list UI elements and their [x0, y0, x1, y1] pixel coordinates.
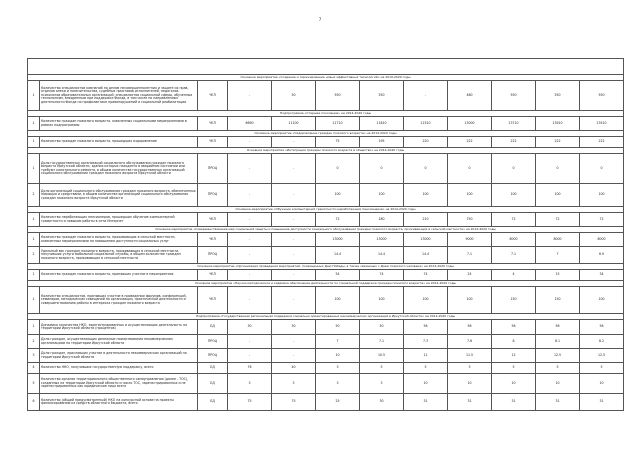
value-cell: 56 — [580, 320, 624, 335]
value-cell: 7 — [316, 335, 360, 349]
value-cell: 50 — [272, 81, 316, 111]
value-cell: 10 — [316, 349, 360, 363]
indicator-name: Количество граждан пожилого возраста, принявших участие в мероприятиях — [40, 270, 198, 281]
value-cell: 10 — [536, 374, 580, 394]
value-cell: 34 — [580, 270, 624, 281]
value-cell: 3 — [360, 374, 404, 394]
unit-cell: ЕД — [198, 374, 228, 394]
value-cell: 11.5 — [448, 349, 492, 363]
value-cell: 74 — [404, 270, 448, 281]
value-cell: - — [272, 184, 316, 207]
value-cell: 220 — [404, 137, 448, 148]
row-number: 1 — [28, 213, 40, 227]
unit-cell: ЧЕЛ — [198, 287, 228, 314]
value-cell: 14.4 — [316, 247, 360, 264]
indicators-table — [27, 58, 624, 411]
table-row — [28, 247, 624, 264]
value-cell: 5 — [492, 363, 536, 374]
value-cell: 7.1 — [360, 335, 404, 349]
section-title: Основное мероприятие «Интеграция граждан пожилого возраста в общество» на 2014-2020 годы — [28, 148, 624, 154]
value-cell: 75 — [228, 394, 272, 411]
spacer-cell — [28, 59, 624, 75]
table-row — [28, 374, 624, 394]
unit-cell: ЕД — [198, 363, 228, 374]
value-cell: - — [272, 154, 316, 184]
value-cell: 100 — [492, 184, 536, 207]
value-cell: 8000 — [580, 233, 624, 247]
row-number: 1 — [28, 154, 40, 184]
value-cell: 72 — [492, 213, 536, 227]
table-row — [28, 287, 624, 314]
indicator-name: Количество граждан пожилого возраста, проживающих в сельской местности, охваченных мероприятиями по повышению доступности социальных услуг — [40, 233, 198, 247]
indicator-name: Количество неработающих пенсионеров, прошедших обучение компьютерной грамотности и навыкам работы в сети Интернет — [40, 213, 198, 227]
value-cell: 150 — [536, 287, 580, 314]
value-cell: 100 — [580, 184, 624, 207]
value-cell: - — [404, 81, 448, 111]
row-number: 1 — [28, 270, 40, 281]
value-cell: 7.1 — [448, 247, 492, 264]
row-number: 4 — [28, 363, 40, 374]
row-number: 1 — [28, 320, 40, 335]
value-cell: 222 — [492, 137, 536, 148]
row-number: 1 — [28, 81, 40, 111]
value-cell: 0 — [316, 154, 360, 184]
section-title: Подпрограмма «Государственная региональная поддержка социально ориентированных некоммерческих организаций в Иркутской области» на 2014-2020 годы — [28, 314, 624, 320]
indicator-name: Доля государственных организаций социального обслуживания граждан пожилого возраста Иркутской области, здания которых находятся в аварийном состоянии или требуют капитального ремонта, в общем количестве государственных организаций социального обслуживания граждан пожилого возраста Иркутской области — [40, 154, 198, 184]
value-cell: 31 — [536, 394, 580, 411]
value-cell: 12.5 — [536, 349, 580, 363]
unit-cell: ПРОЦ — [198, 154, 228, 184]
indicator-name: Количество специалистов, принявших участие в проведении форумов, конференций, семинаров, методических совещаний по организации, практической деятельности и совершенствованию работы в интересах граждан пожилого возраста — [40, 287, 198, 314]
value-cell: 480 — [448, 81, 492, 111]
value-cell: 100 — [360, 184, 404, 207]
indicator-name: Количество (общий предусмотренный) НКО на конкурсной основе на проекты финансированию из средств областного бюджета, всего — [40, 394, 198, 411]
value-cell: 14.4 — [360, 247, 404, 264]
indicator-name: Динамика количества НКО, зарегистрированных и осуществляющих деятельность на территории Иркутской области (процентов) — [40, 320, 198, 335]
indicator-name: Количество НКО, получивших государственную поддержку, всего — [40, 363, 198, 374]
unit-cell: ЕД — [198, 394, 228, 411]
row-number: 1 — [28, 233, 40, 247]
value-cell: - — [272, 270, 316, 281]
value-cell: 15 — [536, 270, 580, 281]
value-cell: 8.2 — [580, 335, 624, 349]
value-cell: 10 — [404, 374, 448, 394]
table-row — [28, 233, 624, 247]
value-cell: 8 — [492, 335, 536, 349]
value-cell: 13910 — [536, 117, 580, 131]
value-cell: - — [228, 184, 272, 207]
value-cell: - — [272, 287, 316, 314]
table-row — [28, 184, 624, 207]
unit-cell: ПРОЦ — [198, 349, 228, 363]
value-cell: - — [272, 233, 316, 247]
value-cell: 31 — [448, 394, 492, 411]
value-cell: 550 — [536, 81, 580, 111]
value-cell: 550 — [360, 81, 404, 111]
value-cell: 222 — [448, 137, 492, 148]
value-cell: 13000 — [316, 233, 360, 247]
value-cell: 3 — [316, 374, 360, 394]
unit-cell: ПРОЦ — [198, 184, 228, 207]
value-cell: 11810 — [360, 117, 404, 131]
value-cell: 100 — [316, 184, 360, 207]
unit-cell: ПРОЦ — [198, 247, 228, 264]
value-cell: 12.5 — [580, 349, 624, 363]
value-cell: 3 — [272, 374, 316, 394]
table-row — [28, 154, 624, 184]
value-cell: 100 — [536, 184, 580, 207]
value-cell: 5 — [536, 363, 580, 374]
value-cell: 7.1 — [492, 247, 536, 264]
value-cell: - — [228, 137, 272, 148]
value-cell: 550 — [316, 81, 360, 111]
table-row — [28, 320, 624, 335]
value-cell: 72 — [536, 213, 580, 227]
unit-cell: ЕД — [198, 320, 228, 335]
value-cell: 7.3 — [404, 335, 448, 349]
unit-cell: ЧЕЛ — [198, 81, 228, 111]
value-cell: - — [228, 349, 272, 363]
unit-cell: ЧЕЛ — [198, 117, 228, 131]
value-cell: 54 — [316, 270, 360, 281]
value-cell: - — [272, 349, 316, 363]
value-cell: - — [228, 287, 272, 314]
value-cell: 11 — [404, 349, 448, 363]
table-row — [28, 363, 624, 374]
value-cell: 222 — [580, 137, 624, 148]
value-cell: 0 — [448, 154, 492, 184]
section-title: Основное мероприятие «Организация проведения мероприятий, посвященных Дню Победы, а также связанных с Днем пожилого человека» на 2014-2020 годы — [28, 264, 624, 270]
value-cell: 31 — [492, 394, 536, 411]
value-cell: 10 — [580, 374, 624, 394]
indicator-name: Количество граждан пожилого возраста, прошедших оздоровление — [40, 137, 198, 148]
value-cell: 13510 — [580, 117, 624, 131]
table-row — [28, 81, 624, 111]
value-cell: 10.5 — [360, 349, 404, 363]
value-cell: 100 — [448, 287, 492, 314]
value-cell: 13000 — [404, 233, 448, 247]
value-cell: 3 — [228, 374, 272, 394]
value-cell: - — [228, 270, 272, 281]
value-cell: 24 — [448, 270, 492, 281]
value-cell: - — [228, 247, 272, 264]
value-cell: 76 — [228, 363, 272, 374]
value-cell: 30 — [360, 394, 404, 411]
value-cell: 56 — [492, 320, 536, 335]
value-cell: 8000 — [492, 233, 536, 247]
value-cell: 3 — [448, 363, 492, 374]
unit-cell: ЧЕЛ — [198, 233, 228, 247]
value-cell: 11100 — [272, 117, 316, 131]
value-cell: 56 — [404, 320, 448, 335]
value-cell: 30 — [272, 320, 316, 335]
value-cell: 5 — [404, 363, 448, 374]
value-cell: 10 — [492, 374, 536, 394]
value-cell: 7.6 — [448, 335, 492, 349]
page-number: 7 — [318, 17, 322, 22]
value-cell: 13710 — [492, 117, 536, 131]
indicator-name: Доля граждан, осуществляющих денежные пожертвования некоммерческим организациям на территории Иркутской области — [40, 335, 198, 349]
value-cell: 3 — [316, 363, 360, 374]
section-title: Основное мероприятие «Создание и тиражирование новых эффективных технологий» на 2019-2020 годы — [28, 75, 624, 81]
value-cell: 8000 — [536, 233, 580, 247]
row-number: 3 — [28, 349, 40, 363]
value-cell: 30 — [228, 320, 272, 335]
indicator-name: Количество специалистов компаний по делам несовершеннолетних и защите их прав, отделов опеки и попечительства, судебных приставов исполнителей, педагогов-психологов образовательных организаций, специалистов социальной сферы, обученных технологиям, внедренным при поддержке Фонда, в том числе по направлениям деятельности Фонда по профилактике правонарушений и социальной реабилитации — [40, 81, 198, 111]
indicator-name: Количество граждан пожилого возраста, охваченных социальными мероприятиями в рамках подпрограммы — [40, 117, 198, 131]
indicator-name: Количество органов территориального общественного самоуправления (далее - ТОС), созданных на территории Иркутской области и число ТОС, зарегистрированных и не зарегистрированных как юридическое лицо всего — [40, 374, 198, 394]
row-number: 2 — [28, 335, 40, 349]
value-cell: - — [272, 137, 316, 148]
value-cell: 550 — [492, 81, 536, 111]
value-cell: 100 — [404, 184, 448, 207]
value-cell: 222 — [536, 137, 580, 148]
value-cell: 100 — [316, 287, 360, 314]
value-cell: 74 — [360, 270, 404, 281]
table-row — [28, 349, 624, 363]
value-cell: - — [228, 154, 272, 184]
value-cell: 56 — [448, 320, 492, 335]
value-cell: - — [228, 213, 272, 227]
value-cell: 6690 — [228, 117, 272, 131]
value-cell: 31 — [580, 394, 624, 411]
indicator-name: Удельный вес граждан пожилого возраста, проживающих в сельской местности, получивших услуги мобильной социальной службы, в общем количестве граждан пожилого возраста, проживающих в сельской местности — [40, 247, 198, 264]
value-cell: 4 — [492, 270, 536, 281]
value-cell: - — [272, 213, 316, 227]
value-cell: 195 — [360, 137, 404, 148]
value-cell: - — [228, 233, 272, 247]
value-cell: 100 — [360, 287, 404, 314]
unit-cell: ПРОЦ — [198, 335, 228, 349]
value-cell: 11710 — [316, 117, 360, 131]
value-cell: 25 — [316, 394, 360, 411]
value-cell: 40 — [272, 363, 316, 374]
value-cell: 14.4 — [404, 247, 448, 264]
value-cell: 31 — [404, 394, 448, 411]
indicator-name: Доля граждан, приславших участие в деятельности некоммерческих организаций на территории Иркутской области — [40, 349, 198, 363]
section-title: Основное мероприятие «Оздоровление граждан пожилого возраста» на 2014-2020 годы — [28, 131, 624, 137]
row-number: 1 — [28, 117, 40, 131]
value-cell: 7 — [536, 247, 580, 264]
value-cell: 0 — [580, 154, 624, 184]
value-cell: 750 — [448, 213, 492, 227]
value-cell: 11510 — [404, 117, 448, 131]
value-cell: - — [272, 247, 316, 264]
section-title: Основное мероприятие «Научно-методическое и кадровое обеспечение деятельности по социальной поддержке граждан пожилого возраста» на 2014-2020 годы — [28, 281, 624, 287]
value-cell: 0 — [360, 154, 404, 184]
value-cell: - — [228, 335, 272, 349]
value-cell: 13000 — [360, 233, 404, 247]
value-cell: 5 — [360, 363, 404, 374]
value-cell: 12 — [492, 349, 536, 363]
row-number: 1 — [28, 137, 40, 148]
unit-cell: ЧЕЛ — [198, 213, 228, 227]
value-cell: - — [272, 335, 316, 349]
value-cell: 8.1 — [536, 335, 580, 349]
value-cell: 0 — [536, 154, 580, 184]
row-number: 2 — [28, 184, 40, 207]
table-row — [28, 117, 624, 131]
unit-cell: ЧЕЛ — [198, 270, 228, 281]
indicator-name: Доля организаций социального обслуживания граждан пожилого возраста, обеспеченных помощью и средствами, в общем количестве организаций социального обслуживания граждан пожилого возраста Иркутской области — [40, 184, 198, 207]
value-cell: 100 — [404, 287, 448, 314]
value-cell: 550 — [580, 81, 624, 111]
spacer-row — [28, 59, 624, 75]
value-cell: - — [228, 81, 272, 111]
row-number: 2 — [28, 247, 40, 264]
value-cell: 75 — [316, 137, 360, 148]
value-cell: 13000 — [448, 117, 492, 131]
section-title: Основное мероприятие «Совершенствование мер социальной защиты и повышение доступности социального обслуживания граждан пожилого возраста, проживающих в сельской местности» на 2014-2020 годы — [28, 227, 624, 233]
value-cell: 9000 — [448, 233, 492, 247]
value-cell: 75 — [272, 394, 316, 411]
table-row — [28, 394, 624, 411]
value-cell: 6.9 — [580, 247, 624, 264]
value-cell: 150 — [492, 287, 536, 314]
table-row — [28, 213, 624, 227]
section-title: Основное мероприятие «Обучение компьютерной грамотности неработающих пенсионеров» на 2014-2020 годы — [28, 207, 624, 213]
value-cell: 100 — [580, 287, 624, 314]
table-row — [28, 137, 624, 148]
value-cell: 72 — [580, 213, 624, 227]
value-cell: 56 — [536, 320, 580, 335]
value-cell: 10 — [448, 374, 492, 394]
value-cell: 50 — [316, 320, 360, 335]
unit-cell: ЧЕЛ — [198, 137, 228, 148]
row-number: 1 — [28, 287, 40, 314]
value-cell: 100 — [448, 184, 492, 207]
value-cell: 210 — [404, 213, 448, 227]
value-cell: 0 — [404, 154, 448, 184]
value-cell: 180 — [360, 213, 404, 227]
value-cell: 50 — [360, 320, 404, 335]
section-title: Подпрограмма «Старшее поколение» на 2014-2020 годы — [28, 111, 624, 117]
table-row — [28, 335, 624, 349]
row-number: 5 — [28, 374, 40, 394]
value-cell: 72 — [316, 213, 360, 227]
value-cell: 0 — [492, 154, 536, 184]
table-row — [28, 270, 624, 281]
value-cell: 5 — [580, 363, 624, 374]
row-number: 6 — [28, 394, 40, 411]
